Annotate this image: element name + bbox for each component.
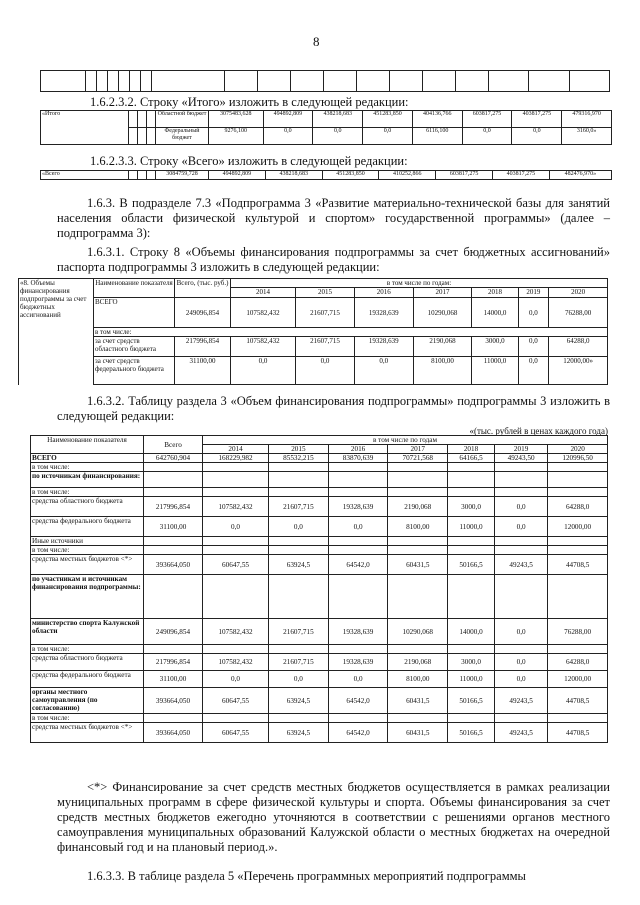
cell: 107582,432 <box>203 654 269 671</box>
cell: 10290,068 <box>388 619 448 645</box>
cell: 8100,00 <box>388 671 448 688</box>
empty-cell <box>144 537 203 546</box>
cell: 0,0 <box>203 517 269 537</box>
cell: 404136,766 <box>412 111 462 128</box>
cell: 12000,00» <box>549 357 608 385</box>
table-row <box>31 463 608 472</box>
cell: 64166,5 <box>448 454 495 463</box>
empty-cell <box>269 645 329 654</box>
table-row <box>31 723 608 743</box>
cell: 217996,854 <box>144 497 203 517</box>
cell: 217996,854 <box>144 654 203 671</box>
t2-year: 2017 <box>413 288 472 298</box>
cell: 63924,5 <box>269 723 329 743</box>
cell: 21607,715 <box>269 654 329 671</box>
cell: 217996,854 <box>175 337 231 357</box>
cell: 0,0 <box>494 654 547 671</box>
cell: 44708,5 <box>548 555 608 575</box>
cell: 60647,55 <box>203 723 269 743</box>
t3-row-name: в том числе: <box>31 714 144 723</box>
cell: 49243,5 <box>494 723 547 743</box>
vsego-label: «Всего <box>41 171 129 180</box>
empty-cell <box>448 537 495 546</box>
cell: 393664,050 <box>144 555 203 575</box>
t3-year: 2020 <box>548 445 608 454</box>
heading-itogo: 1.6.2.3.2. Строку «Итого» изложить в следующей редакции: <box>90 95 409 109</box>
t3-h-name: Наименование показателя <box>31 436 144 454</box>
empty-cell <box>328 714 388 723</box>
cell: 21607,715 <box>296 337 355 357</box>
empty-cell <box>328 575 388 619</box>
cell: 10290,068 <box>413 298 472 328</box>
cell: 50166,5 <box>448 723 495 743</box>
table-row <box>31 645 608 654</box>
cell: 107582,432 <box>203 619 269 645</box>
cell: 438218,683 <box>313 111 363 128</box>
cell: 19328,639 <box>328 619 388 645</box>
table-row <box>31 517 608 537</box>
empty-cell <box>144 575 203 619</box>
cell: 76288,00 <box>548 619 608 645</box>
t3-row-name: по источникам финансирования: <box>31 472 144 488</box>
t3-row-name: средства местных бюджетов <*> <box>31 555 144 575</box>
cell: 451283,850 <box>322 171 379 180</box>
cell: 393664,050 <box>144 723 203 743</box>
cell: 21607,715 <box>269 497 329 517</box>
table-row <box>31 671 608 688</box>
cell: 0,0 <box>296 357 355 385</box>
empty-cell <box>548 714 608 723</box>
heading-vsego: 1.6.2.3.3. Строку «Всего» изложить в следующей редакции: <box>90 154 408 168</box>
t3-h-years: в том числе по годам <box>203 436 608 445</box>
t3-h-total: Всего <box>144 436 203 454</box>
cell: 410252,866 <box>379 171 436 180</box>
cell: 107582,432 <box>231 337 296 357</box>
cell: 11000,0 <box>448 671 495 688</box>
t3-row-name: по участникам и источникам финансирования подпрограммы: <box>31 575 144 619</box>
empty-cell <box>548 537 608 546</box>
t3-row-name: средства федерального бюджета <box>31 517 144 537</box>
empty-cell <box>203 488 269 497</box>
cell: 3000,0 <box>448 654 495 671</box>
cell: 0,0 <box>494 517 547 537</box>
t2-h-total: Всего, (тыс. руб.) <box>175 279 231 298</box>
empty-cell <box>144 645 203 654</box>
t3-row-name: в том числе: <box>31 488 144 497</box>
empty-cell <box>269 537 329 546</box>
cell: 70721,568 <box>388 454 448 463</box>
empty-cell <box>494 463 547 472</box>
passport-row8-table <box>18 278 608 385</box>
empty-cell <box>494 575 547 619</box>
cell: 3000,0 <box>448 497 495 517</box>
cell: 12000,00 <box>548 671 608 688</box>
t2-row-name: ВСЕГО <box>94 298 175 328</box>
cell: 494892,809 <box>263 111 313 128</box>
t3-row-name: средства федерального бюджета <box>31 671 144 688</box>
empty-cell <box>494 645 547 654</box>
cell: 14000,0 <box>448 619 495 645</box>
cell: 0,0 <box>363 128 413 145</box>
empty-cell <box>328 463 388 472</box>
cell: 31100,00 <box>144 517 203 537</box>
cell: 19328,639 <box>328 654 388 671</box>
cell: 44708,5 <box>548 723 608 743</box>
empty-cell <box>269 575 329 619</box>
cell: 0,0 <box>313 128 363 145</box>
cell: 482476,970» <box>549 171 611 180</box>
cell: 494892,809 <box>209 171 266 180</box>
empty-cell <box>548 488 608 497</box>
t2-year: 2018 <box>472 288 518 298</box>
t3-row-name: в том числе: <box>31 645 144 654</box>
empty-cell <box>203 575 269 619</box>
t2-row-name: за счет средств федерального бюджета <box>94 357 175 385</box>
empty-cell <box>269 463 329 472</box>
empty-cell <box>388 488 448 497</box>
table-row <box>31 497 608 517</box>
page-number: 8 <box>313 34 320 49</box>
cell: 0,0 <box>494 619 547 645</box>
cell: 451283,850 <box>363 111 413 128</box>
empty-cell <box>388 537 448 546</box>
cell: 19328,639 <box>328 497 388 517</box>
cell: 50166,5 <box>448 688 495 714</box>
cell: 85532,215 <box>269 454 329 463</box>
table-row <box>31 537 608 546</box>
cell: 63924,5 <box>269 555 329 575</box>
cell: 3160,0» <box>562 128 612 145</box>
cell: 3000,0 <box>472 337 518 357</box>
empty-cell <box>328 645 388 654</box>
cell: 0,0 <box>354 357 413 385</box>
t2-row-name: за счет средств областного бюджета <box>94 337 175 357</box>
empty-cell <box>448 546 495 555</box>
cell: Областной бюджет <box>156 111 209 128</box>
vsego-table <box>40 170 612 180</box>
t2-side-label: «8. Объемы финансирования подпрограммы за счет бюджетных ассигнований <box>19 279 94 385</box>
table-row <box>31 454 608 463</box>
cell: 14000,0 <box>472 298 518 328</box>
t3-row-name: в том числе: <box>31 546 144 555</box>
cell: 60431,5 <box>388 723 448 743</box>
empty-cell <box>448 488 495 497</box>
empty-cell <box>203 645 269 654</box>
cell: 0,0 <box>494 671 547 688</box>
cell: 64542,0 <box>328 555 388 575</box>
table-row <box>31 688 608 714</box>
table-row <box>31 472 608 488</box>
empty-cell <box>144 472 203 488</box>
cell: 64542,0 <box>328 688 388 714</box>
itogo-table <box>40 110 612 145</box>
cell: 60647,55 <box>203 555 269 575</box>
cell: 19328,639 <box>354 337 413 357</box>
cell: 83870,639 <box>328 454 388 463</box>
cell: 0,0 <box>518 337 549 357</box>
cell: 49243,50 <box>494 454 547 463</box>
cell: 2190,068 <box>413 337 472 357</box>
cell: 64288,0 <box>548 654 608 671</box>
top-empty-table <box>40 70 610 92</box>
t2-h-years: в том числе по годам: <box>231 279 608 288</box>
cell: 0,0 <box>203 671 269 688</box>
t3-year: 2017 <box>388 445 448 454</box>
empty-cell <box>494 472 547 488</box>
t2-year: 2014 <box>231 288 296 298</box>
empty-cell <box>203 463 269 472</box>
cell: 603817,275 <box>462 111 512 128</box>
empty-cell <box>203 472 269 488</box>
cell: 64288,0 <box>549 337 608 357</box>
cell: 31100,00 <box>175 357 231 385</box>
t3-row-name: ВСЕГО <box>31 454 144 463</box>
cell: 403817,275 <box>492 171 549 180</box>
cell: 8100,00 <box>413 357 472 385</box>
cell: 2190,068 <box>388 497 448 517</box>
empty-cell <box>448 714 495 723</box>
empty-cell <box>269 546 329 555</box>
cell: 8100,00 <box>388 517 448 537</box>
unit-note: «(тыс. рублей в ценах каждого года) <box>469 426 608 436</box>
paragraph-1-6-3-3: 1.6.3.3. В таблице раздела 5 «Перечень программных мероприятий подпрограммы <box>87 869 526 883</box>
t3-row-name: в том числе: <box>31 463 144 472</box>
cell: 0,0 <box>328 671 388 688</box>
t2-year: 2015 <box>296 288 355 298</box>
financing-table <box>30 435 608 743</box>
cell: 107582,432 <box>203 497 269 517</box>
cell: 0,0 <box>263 128 313 145</box>
empty-cell <box>494 537 547 546</box>
empty-cell <box>328 472 388 488</box>
empty-cell <box>388 714 448 723</box>
cell: 107582,432 <box>231 298 296 328</box>
table-row <box>31 546 608 555</box>
empty-cell <box>203 546 269 555</box>
t3-row-name: органы местного самоуправления (по согласованию) <box>31 688 144 714</box>
t3-row-name: средства местных бюджетов <*> <box>31 723 144 743</box>
empty-cell <box>548 546 608 555</box>
empty-cell <box>494 714 547 723</box>
cell: 63924,5 <box>269 688 329 714</box>
empty-cell <box>144 546 203 555</box>
empty-cell <box>388 463 448 472</box>
cell: 64288,0 <box>548 497 608 517</box>
empty-cell <box>203 714 269 723</box>
cell: 0,0 <box>494 497 547 517</box>
t3-year: 2019 <box>494 445 547 454</box>
t2-year: 2016 <box>354 288 413 298</box>
cell: 64542,0 <box>328 723 388 743</box>
cell: 0,0 <box>231 357 296 385</box>
empty-cell <box>494 488 547 497</box>
table-row <box>31 488 608 497</box>
cell: 11000,0 <box>448 517 495 537</box>
cell: 21607,715 <box>296 298 355 328</box>
t2-h-name: Наименование показателя <box>94 279 175 298</box>
itogo-label: «Итого <box>41 111 129 145</box>
empty-cell <box>144 463 203 472</box>
cell: 49243,5 <box>494 555 547 575</box>
t2-row-name: в том числе: <box>94 328 608 337</box>
table-row <box>31 714 608 723</box>
table-row <box>31 555 608 575</box>
empty-cell <box>494 546 547 555</box>
empty-cell <box>448 575 495 619</box>
empty-cell <box>269 488 329 497</box>
cell: 168229,982 <box>203 454 269 463</box>
cell: 3084759,728 <box>156 171 209 180</box>
empty-cell <box>388 575 448 619</box>
empty-cell <box>448 645 495 654</box>
empty-cell <box>203 537 269 546</box>
cell: 0,0 <box>269 517 329 537</box>
cell: 479316,970 <box>562 111 612 128</box>
empty-cell <box>269 472 329 488</box>
cell: 3075483,628 <box>209 111 264 128</box>
empty-cell <box>388 546 448 555</box>
cell: 0,0 <box>462 128 512 145</box>
cell: 0,0 <box>328 517 388 537</box>
empty-cell <box>328 537 388 546</box>
cell: 60431,5 <box>388 555 448 575</box>
t3-year: 2018 <box>448 445 495 454</box>
empty-cell <box>548 463 608 472</box>
cell: 60647,55 <box>203 688 269 714</box>
empty-cell <box>548 645 608 654</box>
t3-year: 2014 <box>203 445 269 454</box>
cell: 44708,5 <box>548 688 608 714</box>
cell: 249096,854 <box>175 298 231 328</box>
cell: 9276,100 <box>209 128 264 145</box>
cell: 438218,683 <box>265 171 322 180</box>
cell: 76288,00 <box>549 298 608 328</box>
cell: 642760,904 <box>144 454 203 463</box>
cell: 393664,050 <box>144 688 203 714</box>
empty-cell <box>448 463 495 472</box>
footnote-paragraph: <*> Финансирование за счет средств местных бюджетов осуществляется в рамках реализации муниципальных программ в сфере физической культуры и спорта. Объемы финансирования за счет средств местных бюджетов ежегодно уточняются в соответствии с решениями органов местного самоуправления муниципальных образований Калужской области о местных бюджетах на очередной финансовый год и на плановый период.». <box>57 780 610 854</box>
paragraph-1-6-3: 1.6.3. В подразделе 7.3 «Подпрограмма 3 «Развитие материально-технической базы для занятий населения области физической культурой и спортом» государственной программы» (далее – подпрограмма 3): <box>57 196 610 240</box>
empty-cell <box>388 472 448 488</box>
cell: 50166,5 <box>448 555 495 575</box>
empty-cell <box>269 714 329 723</box>
paragraph-1-6-3-1: 1.6.3.1. Строку 8 «Объемы финансирования подпрограммы за счет бюджетных ассигнований» паспорта подпрограммы 3 изложить в следующей редакции: <box>57 245 610 274</box>
cell: 0,0 <box>518 357 549 385</box>
empty-cell <box>548 472 608 488</box>
cell: 19328,639 <box>354 298 413 328</box>
empty-cell <box>388 645 448 654</box>
empty-cell <box>448 472 495 488</box>
cell: 12000,00 <box>548 517 608 537</box>
cell: 49243,5 <box>494 688 547 714</box>
cell: 2190,068 <box>388 654 448 671</box>
cell: 249096,854 <box>144 619 203 645</box>
cell: 6116,100 <box>412 128 462 145</box>
table-row <box>31 654 608 671</box>
t3-row-name: Иные источники <box>31 537 144 546</box>
empty-cell <box>144 714 203 723</box>
t3-row-name: средства областного бюджета <box>31 497 144 517</box>
t3-row-name: средства областного бюджета <box>31 654 144 671</box>
cell: 0,0 <box>269 671 329 688</box>
cell: 120996,50 <box>548 454 608 463</box>
empty-cell <box>548 575 608 619</box>
cell: 31100,00 <box>144 671 203 688</box>
cell: 0,0 <box>512 128 562 145</box>
cell: 603817,275 <box>436 171 493 180</box>
t3-year: 2015 <box>269 445 329 454</box>
empty-cell <box>328 488 388 497</box>
paragraph-1-6-3-2: 1.6.3.2. Таблицу раздела 3 «Объем финансирования подпрограммы» подпрограммы 3 изложить в следующей редакции: <box>57 394 610 423</box>
t3-year: 2016 <box>328 445 388 454</box>
cell: 11000,0 <box>472 357 518 385</box>
cell: 60431,5 <box>388 688 448 714</box>
cell: 21607,715 <box>269 619 329 645</box>
table-row <box>31 575 608 619</box>
t2-year: 2019 <box>518 288 549 298</box>
t3-row-name: министерство спорта Калужской области <box>31 619 144 645</box>
t2-year: 2020 <box>549 288 608 298</box>
table-row <box>31 619 608 645</box>
cell: 403817,275 <box>512 111 562 128</box>
cell: Федеральный бюджет <box>156 128 209 145</box>
empty-cell <box>144 488 203 497</box>
empty-cell <box>328 546 388 555</box>
cell: 0,0 <box>518 298 549 328</box>
